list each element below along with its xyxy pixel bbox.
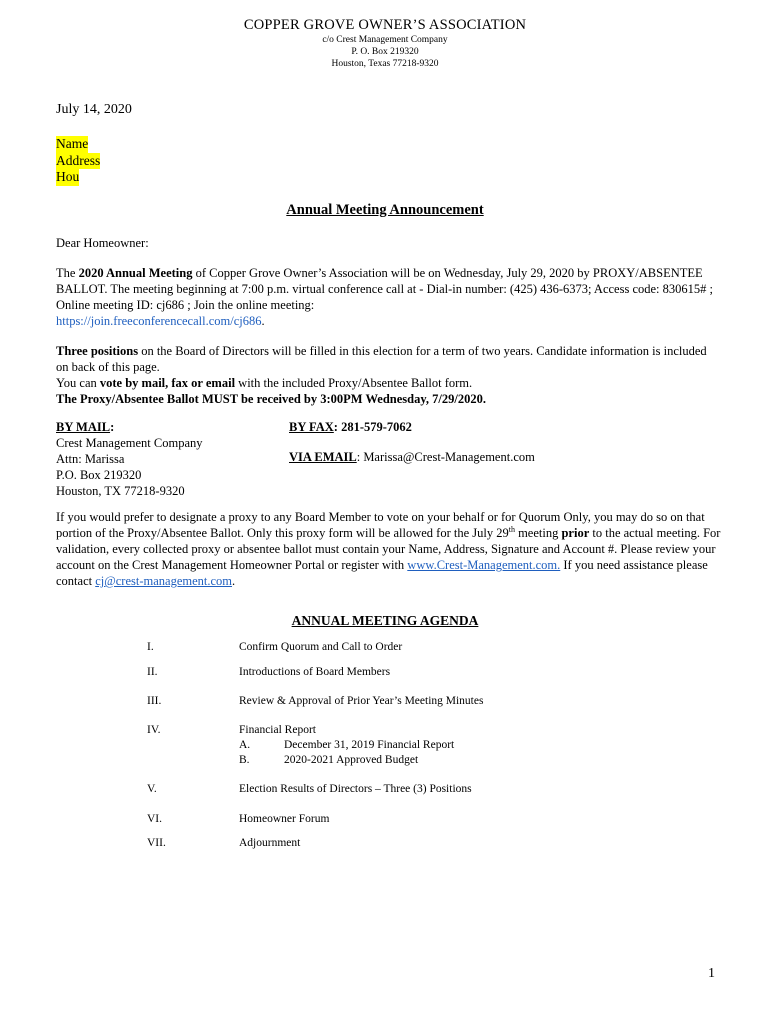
- fax-label: BY FAX: [289, 420, 334, 434]
- agenda-subitem-letter: A.: [239, 739, 251, 751]
- recipient-name: Name: [56, 136, 89, 151]
- website-link[interactable]: www.Crest-Management.com.: [407, 558, 561, 572]
- email-address: : Marissa@Crest-Management.com: [356, 450, 535, 464]
- deadline-text: The Proxy/Absentee Ballot MUST be received by 3:00PM Wednesday, 7/29/2020.: [56, 392, 486, 406]
- agenda-item-text: Introductions of Board Members: [239, 666, 391, 678]
- bold-run: 2020 Annual Meeting: [78, 266, 193, 280]
- mail-colon: :: [110, 420, 115, 434]
- text-run: The: [56, 266, 79, 280]
- mail-line: Attn: Marissa: [56, 452, 125, 466]
- agenda-item-number: II.: [147, 666, 158, 678]
- agenda-item-number: IV.: [147, 724, 161, 736]
- agenda-item-text: Election Results of Directors – Three (3) Positions: [239, 783, 472, 795]
- meeting-paragraph: [56, 265, 721, 329]
- header-line-2: P. O. Box 219320: [351, 47, 419, 57]
- bold-run: Three positions: [56, 344, 139, 358]
- letter-date: July 14, 2020: [56, 102, 132, 117]
- contact-email-link[interactable]: cj@crest-management.com: [95, 574, 233, 588]
- org-name: COPPER GROVE OWNER’S ASSOCIATION: [243, 17, 527, 33]
- header-line-1: c/o Crest Management Company: [322, 35, 448, 45]
- text-run: with the included Proxy/Absentee Ballot form.: [235, 376, 473, 390]
- salutation: Dear Homeowner:: [56, 236, 149, 250]
- header-line-3: Houston, Texas 77218-9320: [331, 59, 439, 69]
- email-label: VIA EMAIL: [289, 450, 357, 464]
- agenda-subitem-text: 2020-2021 Approved Budget: [284, 754, 419, 766]
- superscript: th: [508, 524, 515, 534]
- bold-run: vote by mail, fax or email: [99, 376, 236, 390]
- agenda-item-text: Adjournment: [239, 837, 301, 849]
- text-run: .: [232, 574, 236, 588]
- mail-line: Crest Management Company: [56, 436, 203, 450]
- text-run: on the Board of Directors will be filled in this election for a term of two years. Candidate information is included on back of this page.: [56, 344, 707, 374]
- text-run: If you would prefer to designate a proxy to any Board Member to vote on your behalf or for Quorum Only, you may do so on that portion of the Proxy/Absentee Ballot. Only this proxy form will be allowed for the July 29: [56, 510, 705, 540]
- agenda-subitem-text: December 31, 2019 Financial Report: [284, 739, 455, 751]
- conference-link[interactable]: https://join.freeconferencecall.com/cj686: [56, 314, 262, 328]
- fax-block: [289, 419, 412, 435]
- agenda-item-number: I.: [147, 641, 154, 653]
- proxy-paragraph: [56, 509, 721, 589]
- recipient-city: Hou: [56, 169, 80, 184]
- agenda-item-number: VI.: [147, 813, 163, 825]
- election-paragraph: [56, 343, 721, 407]
- text-run: of Copper Grove Owner’s Association will be on Wednesday, July 29, 2020 by PROXY/ABSENTEE BALLOT. The meeting beginning at 7:00 p.m. virtual conference call at - Dial-in number: (425) 436-6373; Access code: 830615# ; Online meeting ID: cj686 ; Join the online meeting:: [56, 266, 714, 312]
- fax-number: : 281-579-7062: [333, 420, 412, 434]
- recipient-address: Address: [56, 152, 101, 168]
- mail-line: Houston, TX 77218-9320: [56, 484, 185, 498]
- agenda-item-text: Confirm Quorum and Call to Order: [239, 641, 403, 653]
- agenda-item-text: Homeowner Forum: [239, 813, 330, 825]
- bold-run: prior: [561, 526, 590, 540]
- mail-label: BY MAIL: [56, 420, 111, 434]
- agenda-title: ANNUAL MEETING AGENDA: [291, 613, 479, 628]
- text-run: meeting: [514, 526, 562, 540]
- agenda-item-number: III.: [147, 695, 162, 707]
- agenda-item-number: V.: [147, 783, 157, 795]
- email-block: [289, 449, 535, 465]
- agenda-item-text: Financial Report: [239, 724, 316, 736]
- page-number: 1: [708, 966, 715, 981]
- agenda-item-text: Review & Approval of Prior Year’s Meeting Minutes: [239, 695, 484, 707]
- agenda-subitem-letter: B.: [239, 754, 250, 766]
- recipient-block: [56, 136, 100, 186]
- text-run: If you need assistance please contact: [56, 558, 708, 588]
- text-run: You can: [56, 376, 100, 390]
- text-run: to the actual meeting. For validation, every collected proxy or absentee ballot must contain your Name, Address, Signature and Account #. Please review your account on the Crest Management Homeowner Portal or register with: [56, 526, 721, 572]
- mail-block: [56, 419, 203, 499]
- announcement-title: Annual Meeting Announcement: [286, 202, 484, 218]
- mail-line: P.O. Box 219320: [56, 468, 142, 482]
- text-run: .: [261, 314, 265, 328]
- agenda-item-number: VII.: [147, 837, 166, 849]
